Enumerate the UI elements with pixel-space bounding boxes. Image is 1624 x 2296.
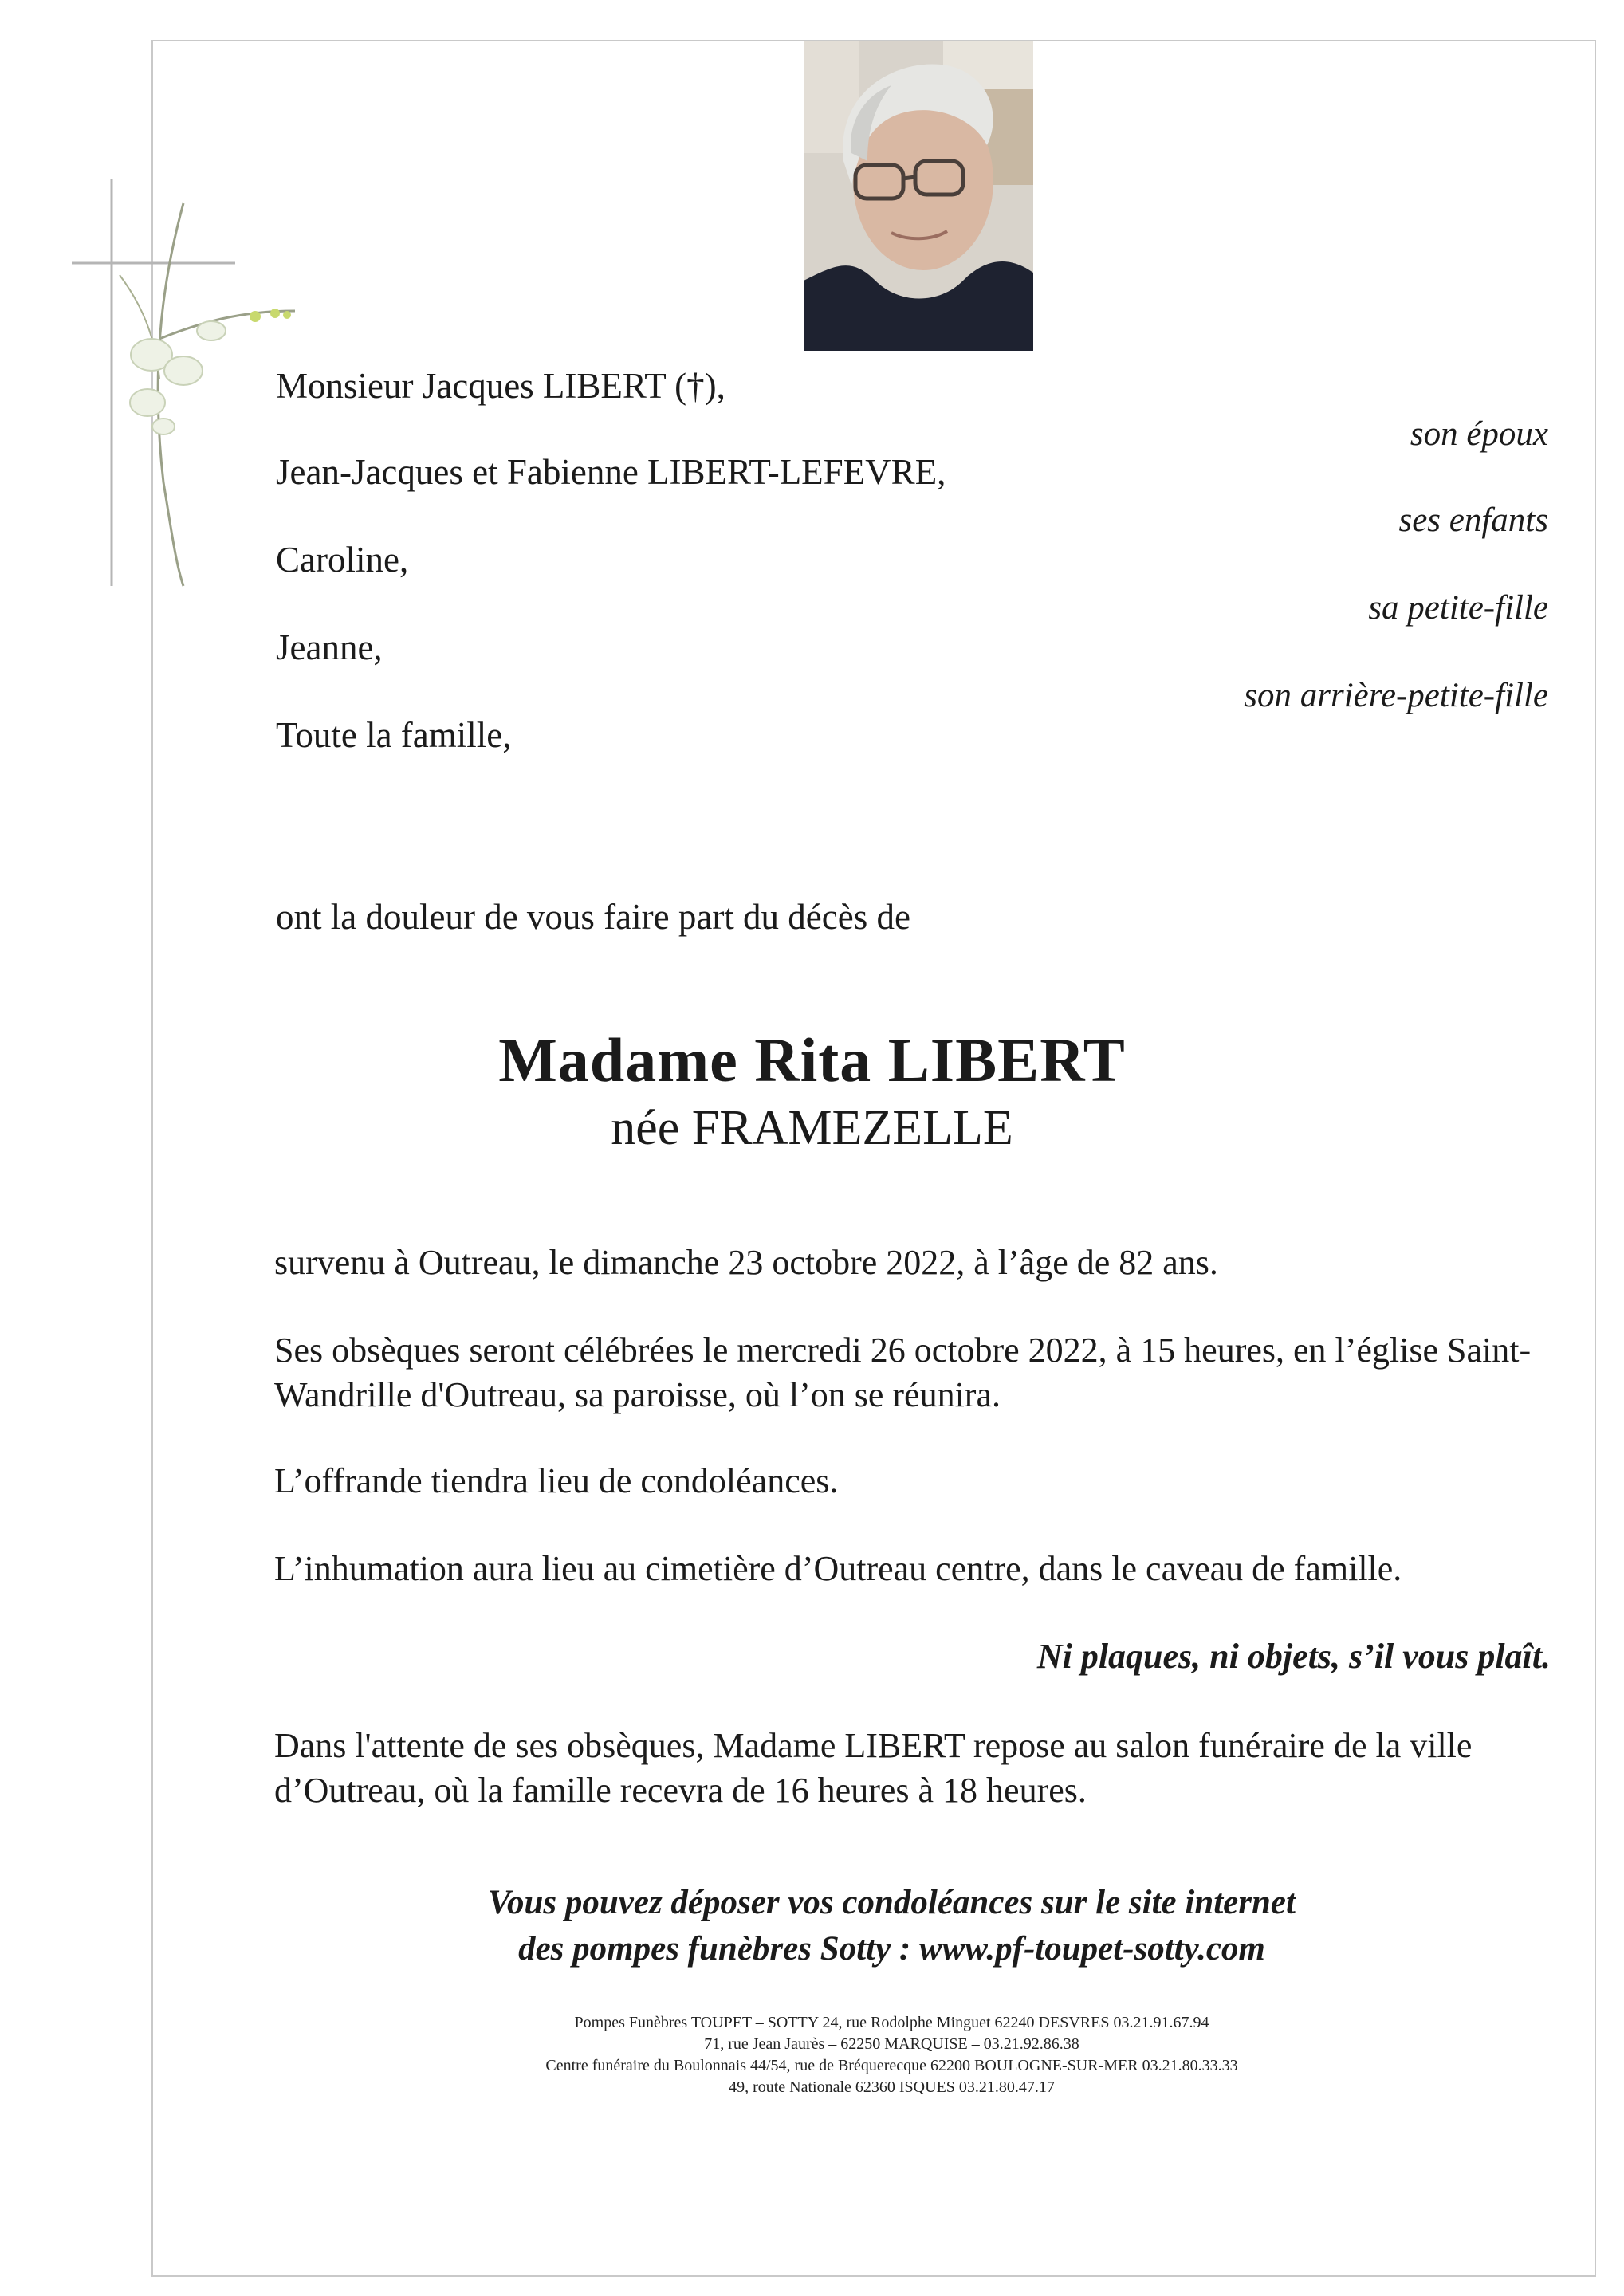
no-plaques-notice: Ni plaques, ni objets, s’il vous plaît. [1036,1637,1551,1676]
deceased-maiden-name: née FRAMEZELLE [611,1101,1013,1155]
family-name-4: Jeanne, [276,627,383,667]
footer-line-1: Pompes Funèbres TOUPET – SOTTY 24, rue Rodolphe Minguet 62240 DESVRES 03.21.91.67.94 [574,2014,1209,2031]
waiting-paragraph: Dans l'attente de ses obsèques, Madame LIBERT repose au salon funéraire de la ville d’Outreau, où la famille recevra de 16 heures à 18 heures. [274,1726,1473,1810]
family-name-2: Jean-Jacques et Fabienne LIBERT-LEFEVRE, [276,452,946,492]
family-relation-1: son époux [1410,415,1548,453]
deceased-name: Madame Rita LIBERT [498,1025,1126,1095]
condolences-line-1: Vous pouvez déposer vos condoléances sur le site internet [488,1884,1296,1921]
footer-line-2: 71, rue Jean Jaurès – 62250 MARQUISE – 03.21.92.86.38 [704,2035,1079,2053]
footer-line-4: 49, route Nationale 62360 ISQUES 03.21.80.47.17 [729,2078,1055,2096]
announcement-text: ont la douleur de vous faire part du décès de [276,897,910,937]
family-relation-3: sa petite-fille [1368,589,1548,627]
offering-paragraph: L’offrande tiendra lieu de condoléances. [274,1461,839,1500]
family-name-3: Caroline, [276,540,409,580]
condolences-line-2: des pompes funèbres Sotty : www.pf-toupet-sotty.com [518,1930,1265,1968]
death-paragraph: survenu à Outreau, le dimanche 23 octobre 2022, à l’âge de 82 ans. [274,1243,1218,1282]
footer-line-3: Centre funéraire du Boulonnais 44/54, rue de Bréquerecque 62200 BOULOGNE-SUR-MER 03.21.80.33.33 [545,2057,1238,2074]
family-name-1: Monsieur Jacques LIBERT (†), [276,366,725,406]
funeral-paragraph: Ses obsèques seront célébrées le mercredi 26 octobre 2022, à 15 heures, en l’église Saint-Wandrille d'Outreau, sa paroisse, où l’on se réunira. [274,1331,1532,1414]
burial-paragraph: L’inhumation aura lieu au cimetière d’Outreau centre, dans le caveau de famille. [274,1549,1402,1588]
family-relation-2: ses enfants [1398,501,1548,539]
family-relation-4: son arrière-petite-fille [1244,677,1548,714]
portrait-photo [804,41,1033,351]
family-name-5: Toute la famille, [276,715,512,755]
